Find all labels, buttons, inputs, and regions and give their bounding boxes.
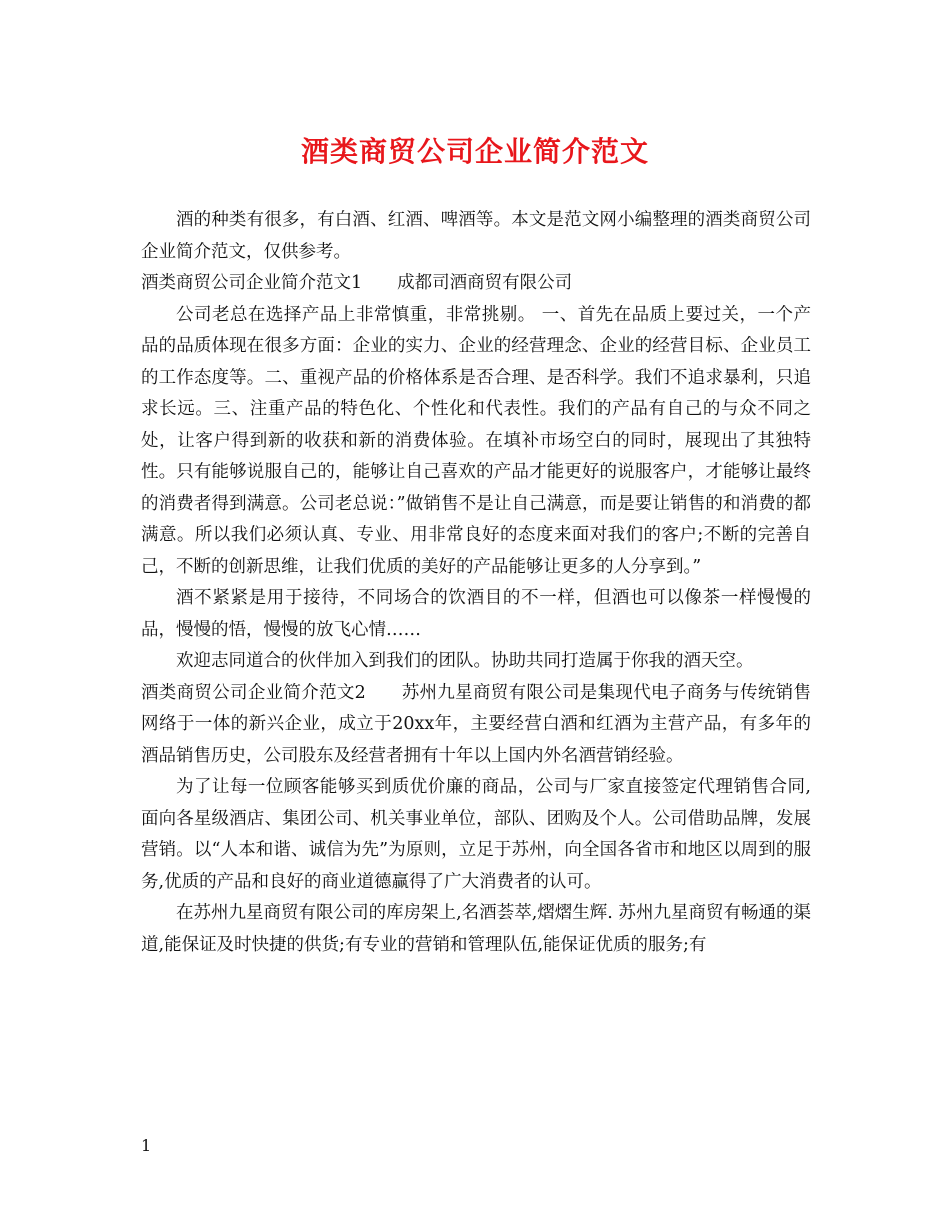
- paragraph-sample-1-heading: 酒类商贸公司企业简介范文1 成都司酒商贸有限公司: [141, 273, 573, 293]
- document-body: [141, 205, 811, 961]
- paragraph-intro: 酒的种类有很多，有白酒、红酒、啤酒等。本文是范文网小编整理的酒类商贸公司企业简介范文，仅供参考。: [141, 210, 811, 262]
- paragraph-wine-enjoyment: 酒不紧紧是用于接待，不同场合的饮酒目的不一样，但酒也可以像茶一样慢慢的品，慢慢的悟，慢慢的放飞心情……: [141, 588, 811, 640]
- document-title: 酒类商贸公司企业简介范文: [300, 135, 649, 168]
- paragraph-sample-2-warehouse: 在苏州九星商贸有限公司的库房架上,名酒荟萃,熠熠生辉. 苏州九星商贸有畅通的渠道,能保证及时快捷的供货;有专业的营销和管理队伍,能保证优质的服务;有: [141, 903, 811, 955]
- paragraph-welcome: 欢迎志同道合的伙伴加入到我们的团队。协助共同打造属于你我的酒天空。: [176, 651, 754, 671]
- paragraph-sample-2-heading: 酒类商贸公司企业简介范文2 苏州九星商贸有限公司是集现代电子商务与传统销售网络于一体的新兴企业，成立于20xx年，主要经营白酒和红酒为主营产品，有多年的酒品销售历史，公司股东及经营者拥有十年以上国内外名酒营销经验。: [141, 682, 811, 766]
- page-number: 1: [141, 1136, 152, 1155]
- paragraph-sample-1-body: 公司老总在选择产品上非常慎重，非常挑剔。 一、首先在品质上要过关，一个产品的品质体现在很多方面：企业的实力、企业的经营理念、企业的经营目标、企业员工的工作态度等。二、重视产品的价格体系是否合理、是否科学。我们不追求暴利，只追求长远。三、注重产品的特色化、个性化和代表性。我们的产品有自己的与众不同之处，让客户得到新的收获和新的消费体验。在填补市场空白的同时，展现出了其独特性。只有能够说服自己的，能够让自己喜欢的产品才能更好的说服客户，才能够让最终的消费者得到满意。公司老总说：”做销售不是让自己满意，而是要让销售的和消费的都满意。所以我们必须认真、专业、用非常良好的态度来面对我们的客户;不断的完善自己，不断的创新思维，让我们优质的美好的产品能够让更多的人分享到。”: [141, 304, 811, 577]
- paragraph-sample-2-body: 为了让每一位顾客能够买到质优价廉的商品，公司与厂家直接签定代理销售合同,面向各星级酒店、集团公司、机关事业单位，部队、团购及个人。公司借助品牌，发展营销。以“人本和谐、诚信为先”为原则，立足于苏州，向全国各省市和地区以周到的服务,优质的产品和良好的商业道德赢得了广大消费者的认可。: [141, 777, 811, 892]
